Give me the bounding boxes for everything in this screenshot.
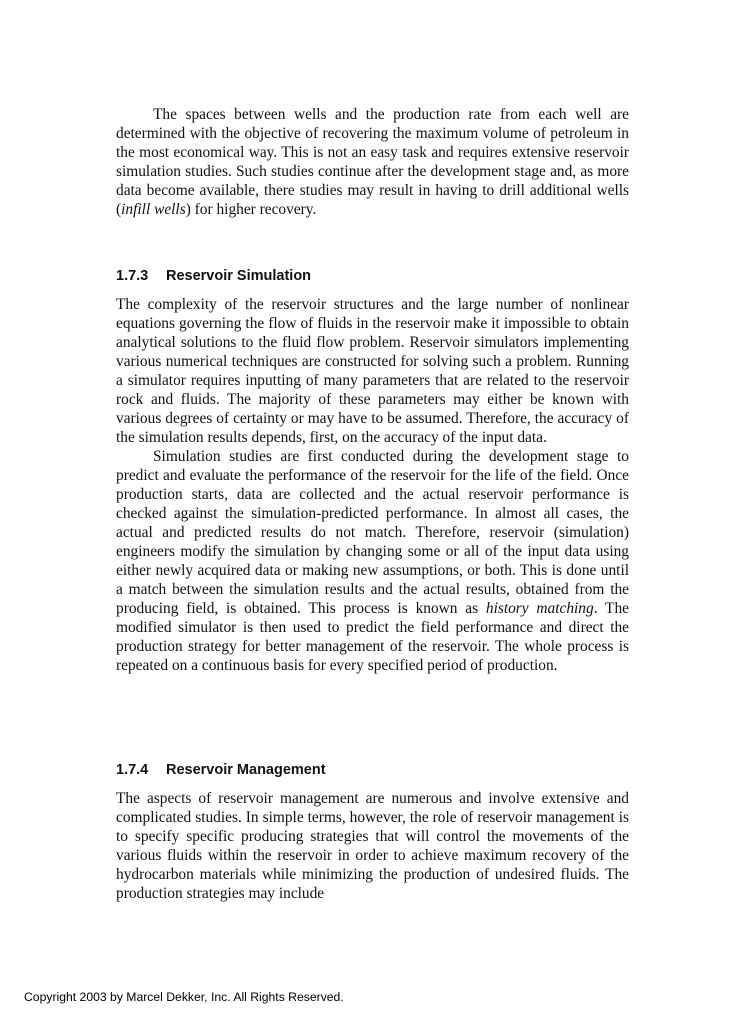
section-title: Reservoir Management (166, 762, 326, 778)
history-matching-term: history matching (485, 600, 594, 617)
section-number: 1.7.4 (116, 762, 149, 778)
copyright-footer: Copyright 2003 by Marcel Dekker, Inc. All Rights Reserved. (24, 990, 344, 1004)
management-paragraph-1: The aspects of reservoir management are numerous and involve extensive and complicated studies. In simple terms, however, the role of reservoir management is to specify specific producing strategies that will control the movements of the various fluids within the reservoir in order to achieve maximum recovery of the hydrocarbon materials while minimizing the production of undesired fluids. The production strategies may include (116, 790, 629, 902)
intro-paragraph-start: The spaces between wells and the production rate from each well are determined with the objective of recovering the maximum volume of petroleum in the most economical way. This is not an easy task and requires extensive reservoir simulation studies. Such studies continue after the development stage and, as more data become available, there studies may result in having to drill additional wells ( (116, 106, 629, 218)
intro-paragraph (116, 105, 629, 219)
intro-paragraph-end: ) for higher recovery. (185, 201, 317, 218)
simulation-paragraph-2-end: . The modified simulator is then used to predict the field performance and direct the production strategy for better management of the reservoir. The whole process is repeated on a continuous basis for every specified period of production. (116, 600, 629, 674)
simulation-paragraph-2-start: Simulation studies are first conducted during the development stage to predict and evaluate the performance of the reservoir for the life of the field. Once production starts, data are collected and the actual reservoir performance is checked against the simulation-predicted performance. In almost all cases, the actual and predicted results do not match. Therefore, reservoir (simulation) engineers modify the simulation by changing some or all of the input data using either newly acquired data or making new assumptions, or both. This is done until a match between the simulation results and the actual results, obtained from the producing field, is obtained. This process is known as (116, 448, 629, 617)
section-heading-1-7-4 (116, 761, 326, 779)
section-body-1-7-3 (116, 295, 629, 675)
section-title: Reservoir Simulation (166, 268, 312, 284)
simulation-paragraph-2 (116, 447, 629, 675)
intro-section (116, 105, 629, 219)
section-body-1-7-4 (116, 789, 629, 903)
simulation-paragraph-1: The complexity of the reservoir structures and the large number of nonlinear equations governing the flow of fluids in the reservoir make it impossible to obtain analytical solutions to the fluid flow problem. Reservoir simulators implementing various numerical techniques are constructed for solving such a problem. Running a simulator requires inputting of many parameters that are related to the reservoir rock and fluids. The majority of these parameters may either be known with various degrees of certainty or may have to be assumed. Therefore, the accuracy of the simulation results depends, first, on the accuracy of the input data. (116, 296, 629, 446)
section-number: 1.7.3 (116, 268, 149, 284)
section-heading-1-7-3 (116, 267, 311, 285)
infill-wells-term: infill wells (121, 201, 186, 218)
